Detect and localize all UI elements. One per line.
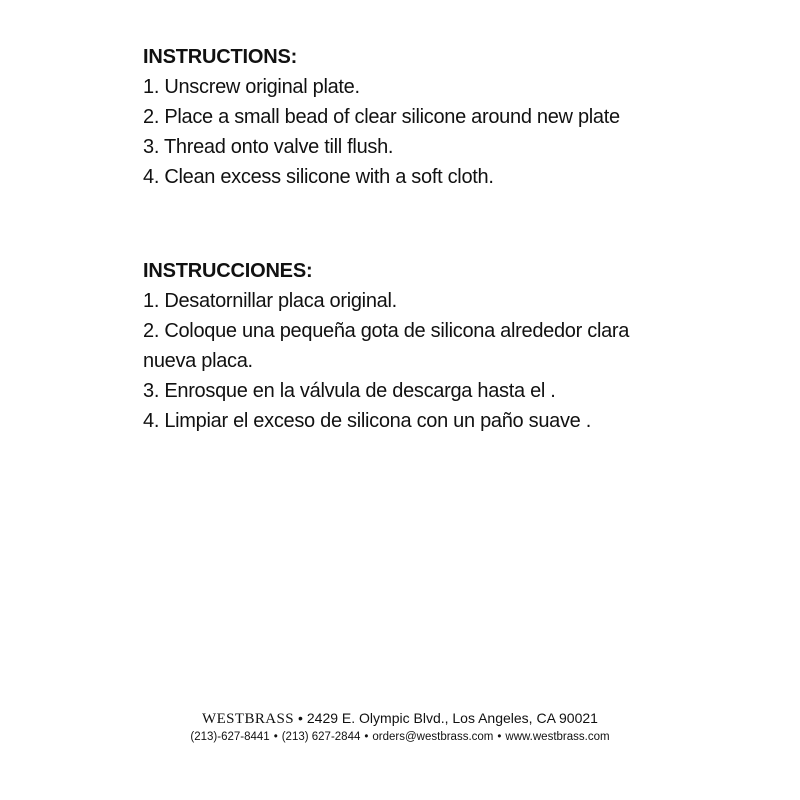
step-3-spanish: 3. Enrosque en la válvula de descarga hasta el .: [143, 380, 556, 402]
instructions-spanish: [143, 256, 663, 436]
footer-contact-line: [0, 729, 800, 745]
step-3-english: 3. Thread onto valve till flush.: [143, 136, 394, 158]
instructions-english: [143, 42, 663, 192]
website-link[interactable]: www.westbrass.com: [505, 731, 610, 743]
step-2-english: 2. Place a small bead of clear silicone around new plate: [143, 106, 620, 128]
footer-address-line: [0, 708, 800, 729]
step-4-spanish: 4. Limpiar el exceso de silicona con un paño suave .: [143, 410, 592, 432]
steps-list-english: [143, 72, 663, 192]
separator-bullet: •: [297, 710, 303, 726]
step-1-spanish: 1. Desatornillar placa original.: [143, 290, 397, 312]
phone-number-1: (213)-627-8441: [190, 731, 270, 743]
step-4-english: 4. Clean excess silicone with a soft cloth.: [143, 166, 494, 188]
separator-bullet: •: [364, 731, 369, 743]
separator-bullet: •: [273, 731, 278, 743]
steps-list-spanish: [143, 286, 663, 436]
instructions-heading-spanish: INSTRUCCIONES:: [143, 260, 313, 282]
instructions-heading-english: INSTRUCTIONS:: [143, 46, 298, 68]
company-address: 2429 E. Olympic Blvd., Los Angeles, CA 90021: [306, 710, 598, 726]
step-2-spanish: 2. Coloque una pequeña gota de silicona alrededor clara nueva placa.: [143, 320, 630, 372]
brand-name: WESTBRASS: [202, 711, 294, 727]
email-link[interactable]: orders@westbrass.com: [372, 731, 494, 743]
separator-bullet: •: [497, 731, 502, 743]
step-1-english: 1. Unscrew original plate.: [143, 76, 360, 98]
phone-number-2: (213) 627-2844: [281, 731, 361, 743]
